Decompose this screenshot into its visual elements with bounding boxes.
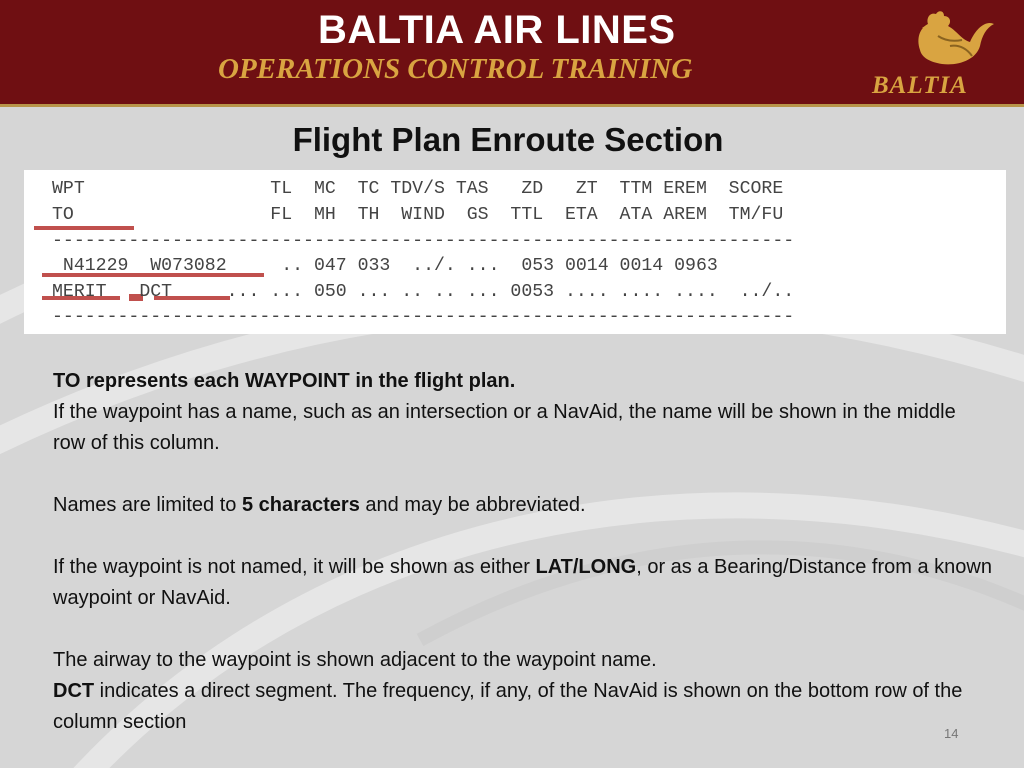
unnamed-bold: LAT/LONG <box>535 556 637 578</box>
name-limit-post: and may be abbreviated. <box>359 494 586 516</box>
slide-title: Flight Plan Enroute Section <box>292 121 724 158</box>
airline-name: BALTIA AIR LINES <box>318 8 676 52</box>
waypoint-name-text: If the waypoint has a name, such as an intersection or a NavAid, the name will be shown in the middle row of this column. <box>53 401 956 454</box>
separator-bottom: -------------------------------------------------------------------- <box>52 307 795 327</box>
data-row-2: MERIT DCT ... ... 050 ... .. .. ... 0053 .... .... .... ../.. <box>52 282 795 302</box>
rooster-icon <box>910 6 996 72</box>
dct-text: indicates a direct segment. The frequency, if any, of the NavAid is shown on the bottom row of the column section <box>53 680 963 733</box>
paragraph-unnamed-waypoint <box>53 552 993 614</box>
paragraph-to-represents <box>53 366 993 459</box>
baltia-logo <box>862 6 1012 102</box>
name-limit-pre: Names are limited to <box>53 494 242 516</box>
name-limit-bold: 5 characters <box>241 494 360 516</box>
dct-bold: DCT <box>53 680 95 702</box>
unnamed-post: , or as a Bearing/Distance from a known waypoint or NavAid. <box>53 556 992 609</box>
header-subtitle: OPERATIONS CONTROL TRAINING <box>218 53 693 85</box>
header-row-2: TO FL MH TH WIND GS TTL ETA ATA AREM TM/FU <box>52 205 784 225</box>
paragraph-dct <box>53 676 993 738</box>
page-number: 14 <box>944 726 959 741</box>
unnamed-pre: If the waypoint is not named, it will be shown as either <box>53 556 536 578</box>
to-represents-heading: TO represents each WAYPOINT in the flight plan. <box>53 370 516 392</box>
flight-plan-enroute-table <box>24 170 1006 334</box>
paragraph-airway <box>53 645 993 676</box>
logo-text: BALTIA <box>872 72 968 99</box>
data-row-1: N41229 W073082 .. 047 033 ../. ... 053 0014 0014 0963 <box>52 256 718 276</box>
separator-top: -------------------------------------------------------------------- <box>52 231 795 251</box>
header-banner <box>0 0 1024 107</box>
explanation-text <box>53 366 993 738</box>
airway-text: The airway to the waypoint is shown adjacent to the waypoint name. <box>53 649 657 671</box>
header-row-1: WPT TL MC TC TDV/S TAS ZD ZT TTM EREM SCORE <box>52 179 784 199</box>
paragraph-name-limit <box>53 490 993 521</box>
